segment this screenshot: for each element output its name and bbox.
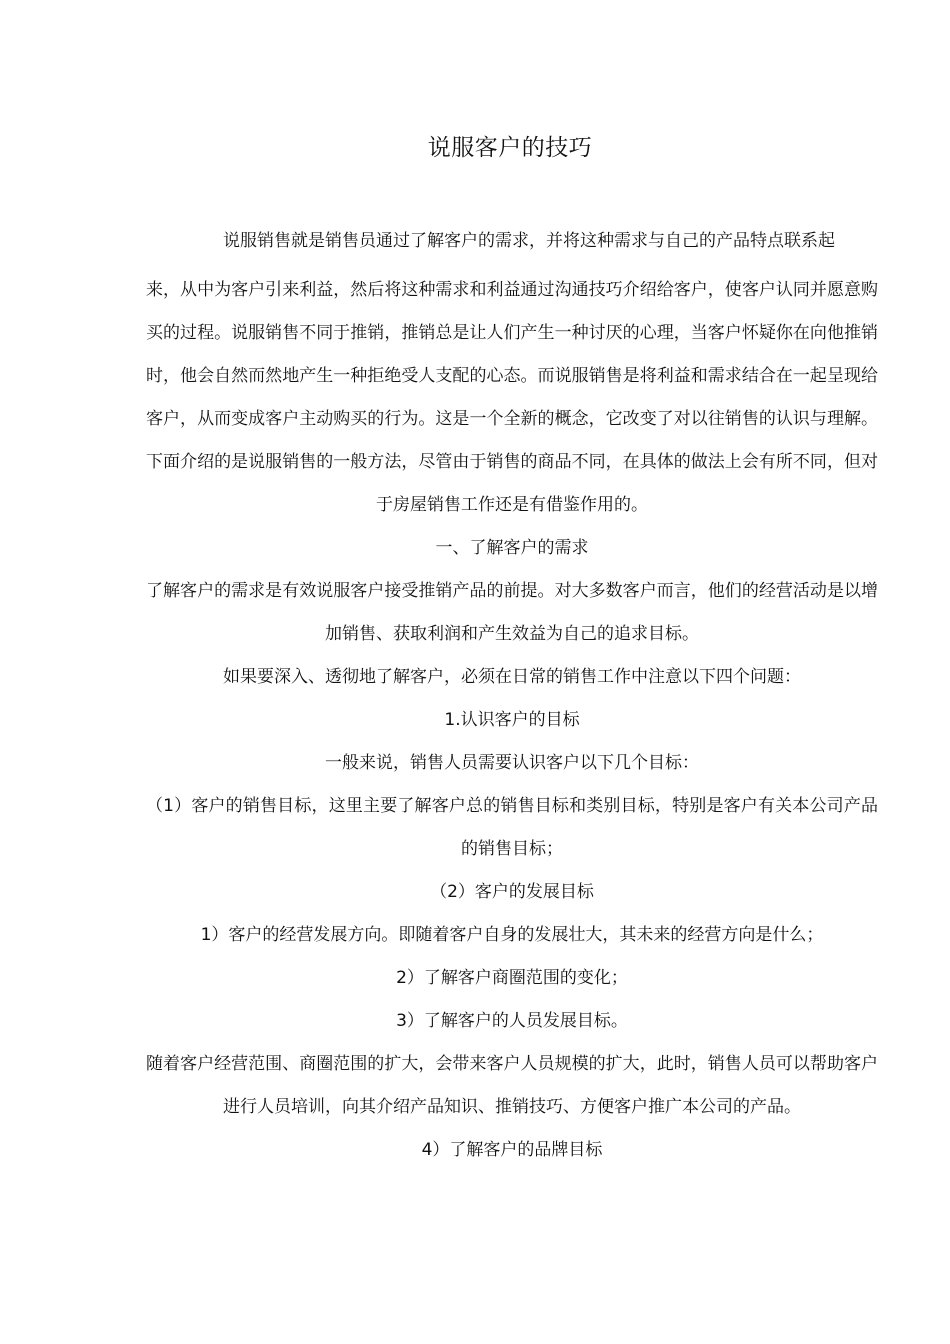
list-item-4: 4）了解客户的品牌目标: [421, 1140, 603, 1160]
document-title: 说服客户的技巧: [427, 135, 593, 161]
list-item-3-paragraph: 随着客户经营范围、商圈范围的扩大，会带来客户人员规模的扩大，此时，销售人员可以帮助客户进行人员培训，向其介绍产品知识、推销技巧、方便客户推广本公司的产品。: [146, 1054, 878, 1117]
section1-paragraph: 了解客户的需求是有效说服客户接受推销产品的前提。对大多数客户而言，他们的经营活动是以增加销售、获取利润和产生效益为自己的追求目标。: [146, 581, 878, 644]
list-item-3: 3）了解客户的人员发展目标。: [396, 1011, 628, 1031]
section1-heading: 一、了解客户的需求: [435, 538, 589, 558]
sub1-lead: 一般来说，销售人员需要认识客户以下几个目标：: [325, 753, 699, 773]
list-item-2: 2）了解客户商圈范围的变化；: [396, 968, 628, 988]
document-body: [146, 220, 878, 1172]
intro-paragraph: [146, 220, 878, 527]
intro-rest: 来，从中为客户引来利益，然后将这种需求和利益通过沟通技巧介绍给客户，使客户认同并愿意购买的过程。说服销售不同于推销，推销总是让人们产生一种讨厌的心理，当客户怀疑你在向他推销时，他会自然而然地产生一种拒绝受人支配的心态。而说服销售是将利益和需求结合在一起呈现给客户，从而变成客户主动购买的行为。这是一个全新的概念，它改变了对以往销售的认识与理解。下面介绍的是说服销售的一般方法，尽管由于销售的商品不同，在具体的做法上会有所不同，但对于房屋销售工作还是有借鉴作用的。: [146, 280, 878, 515]
goal1-paragraph: （1）客户的销售目标，这里主要了解客户总的销售目标和类别目标，特别是客户有关本公司产品的销售目标；: [146, 796, 878, 859]
intro-first-line: 说服销售就是销售员通过了解客户的需求，并将这种需求与自己的产品特点联系起: [223, 231, 835, 251]
goal2-heading: （2）客户的发展目标: [430, 882, 594, 902]
list-item-1: 1）客户的经营发展方向。即随着客户自身的发展壮大，其未来的经营方向是什么；: [200, 925, 824, 945]
section1-lead: 如果要深入、透彻地了解客户，必须在日常的销售工作中注意以下四个问题：: [223, 667, 801, 687]
sub1-heading: 1.认识客户的目标: [444, 710, 580, 730]
